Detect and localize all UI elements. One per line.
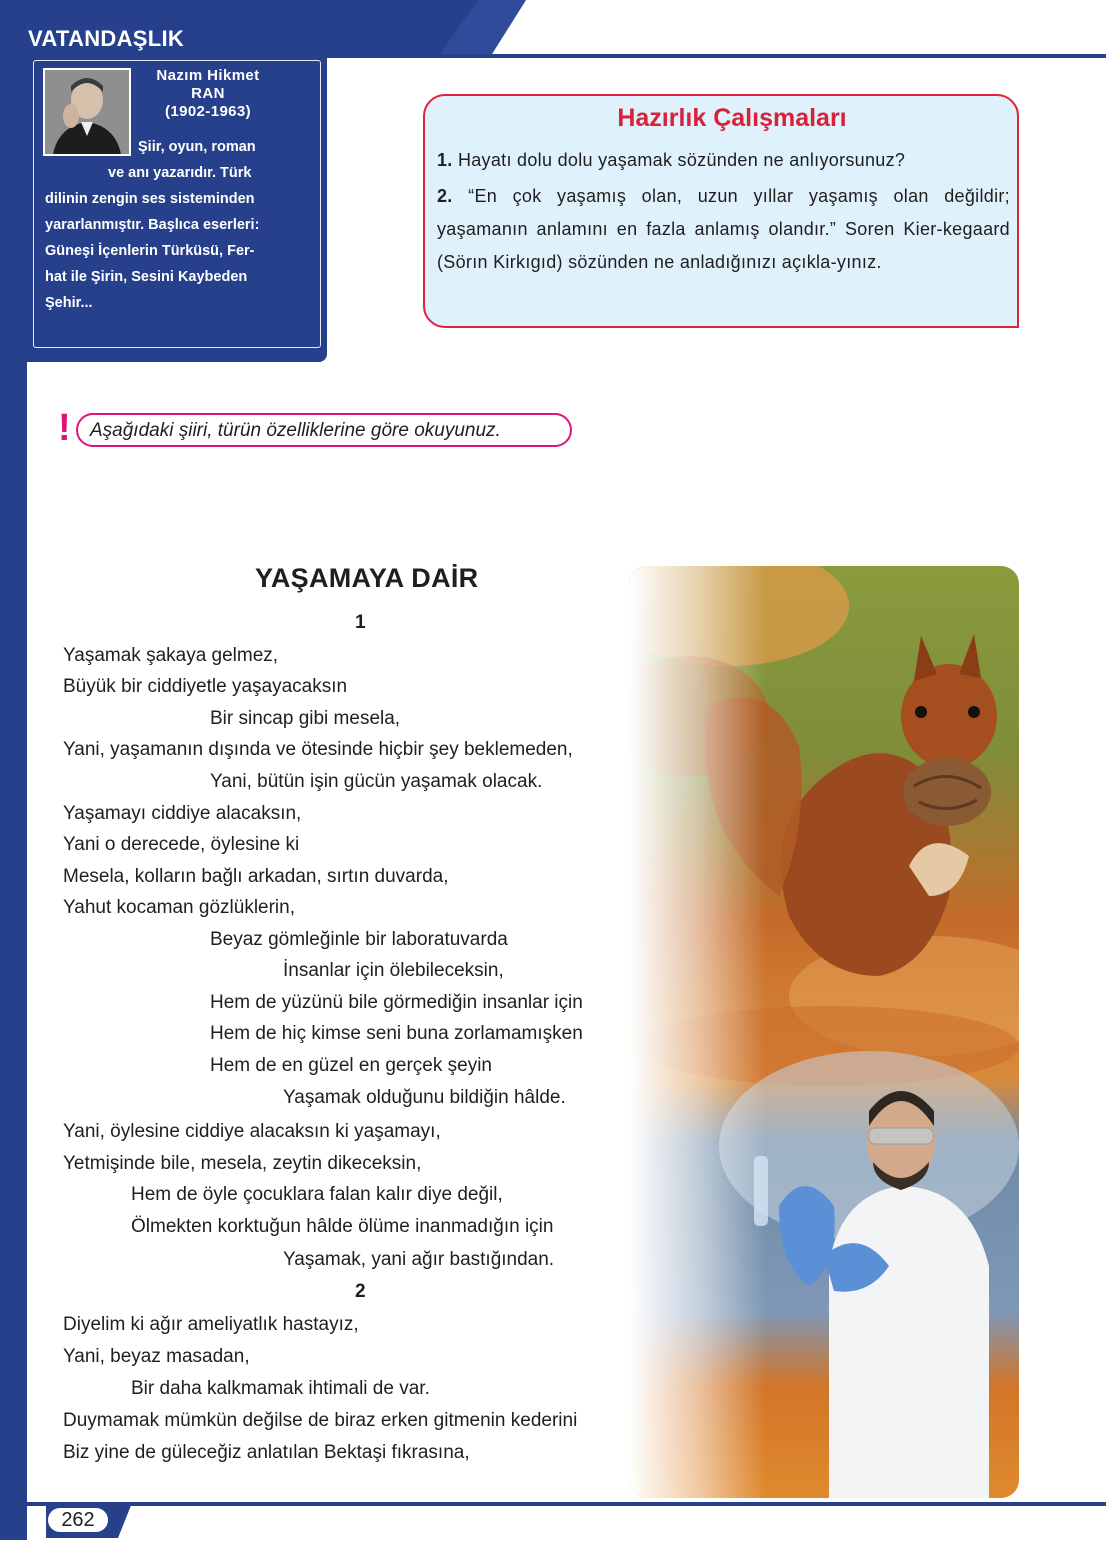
author-name-last: RAN bbox=[191, 85, 225, 102]
poem-line: Mesela, kolların bağlı arkadan, sırtın duvarda, bbox=[63, 866, 449, 887]
author-bio-line: ve anı yazarıdır. Türk bbox=[108, 165, 252, 181]
prep-question-1 bbox=[437, 144, 1010, 177]
poem-part-number: 2 bbox=[355, 1281, 366, 1302]
author-bio-line: Şehir... bbox=[45, 295, 93, 311]
author-bio bbox=[45, 134, 307, 316]
poem-line: Beyaz gömleğinle bir laboratuvarda bbox=[210, 929, 508, 950]
poem-title: YAŞAMAYA DAİR bbox=[255, 563, 479, 593]
poem-line: Yaşamak şakaya gelmez, bbox=[63, 645, 279, 666]
poem-line: Yani, beyaz masadan, bbox=[63, 1346, 250, 1367]
poem-line: Yani, bütün işin gücün yaşamak olacak. bbox=[210, 771, 543, 792]
prep-question-text: Hayatı dolu dolu yaşamak sözünden ne anlıyorsunuz? bbox=[457, 150, 906, 170]
poem-illustration bbox=[629, 566, 1019, 1498]
poem-line: Yaşamak, yani ağır bastığından. bbox=[283, 1249, 555, 1270]
poem-line: Bir sincap gibi mesela, bbox=[210, 708, 401, 729]
poem-line: Duymamak mümkün değilse de biraz erken gitmenin kederini bbox=[63, 1410, 578, 1431]
poem-line: Hem de öyle çocuklara falan kalır diye değil, bbox=[131, 1184, 503, 1205]
author-name-first: Nazım Hikmet bbox=[156, 67, 260, 84]
exclamation-icon: ! bbox=[58, 407, 71, 449]
left-margin-band bbox=[0, 40, 27, 1540]
poem-line: Diyelim ki ağır ameliyatlık hastayız, bbox=[63, 1314, 359, 1335]
poem-line: İnsanlar için ölebileceksin, bbox=[283, 960, 504, 981]
poem-line: Yetmişinde bile, mesela, zeytin dikeceksin, bbox=[63, 1153, 422, 1174]
poem-line: Yani, yaşamanın dışında ve ötesinde hiçbir şey beklemeden, bbox=[63, 739, 573, 760]
author-bio-line: hat ile Şirin, Sesini Kaybeden bbox=[45, 269, 248, 285]
poem-line: Büyük bir ciddiyetle yaşayacaksın bbox=[63, 676, 348, 697]
prep-question-number: 2. bbox=[437, 186, 453, 206]
poem-line: Hem de en güzel en gerçek şeyin bbox=[210, 1055, 492, 1076]
author-years: (1902-1963) bbox=[164, 103, 252, 120]
poem-line: Bir daha kalkmamak ihtimali de var. bbox=[131, 1378, 430, 1399]
section-title: VATANDAŞLIK bbox=[28, 26, 185, 51]
poem-line: Hem de hiç kimse seni buna zorlamamışken bbox=[210, 1023, 583, 1044]
poem-line: Yaşamak olduğunu bildiğin hâlde. bbox=[283, 1087, 566, 1108]
poem-line: Ölmekten korktuğun hâlde ölüme inanmadığın için bbox=[131, 1216, 554, 1237]
poem-line: Yahut kocaman gözlüklerin, bbox=[63, 897, 295, 918]
prep-question-2 bbox=[437, 180, 1010, 279]
instruction-text: Aşağıdaki şiiri, türün özelliklerine göre okuyunuz. bbox=[90, 420, 501, 441]
prep-title: Hazırlık Çalışmaları bbox=[617, 104, 847, 132]
poem-line: Yani, öylesine ciddiye alacaksın ki yaşamayı, bbox=[63, 1121, 441, 1142]
footer-line bbox=[27, 1502, 1106, 1506]
page-number: 262 bbox=[48, 1508, 108, 1532]
author-bio-line: dilinin zengin ses sisteminden bbox=[45, 191, 255, 207]
poem-part-number: 1 bbox=[355, 612, 366, 633]
poem-line: Biz yine de güleceğiz anlatılan Bektaşi fıkrasına, bbox=[63, 1442, 470, 1463]
poem-line: Hem de yüzünü bile görmediğin insanlar için bbox=[210, 992, 583, 1013]
prep-question-number: 1. bbox=[437, 150, 453, 170]
author-bio-line: Şiir, oyun, roman bbox=[138, 139, 256, 155]
author-name bbox=[140, 67, 276, 121]
author-bio-line: Güneşi İçenlerin Türküsü, Fer- bbox=[45, 243, 255, 259]
prep-question-text: “En çok yaşamış olan, uzun yıllar yaşamış olan değildir; yaşamanın anlamını en fazla anlamış olandır.” Soren Kier-kegaard (Sörın Kirkıgıd) sözünden ne anladığınızı açıkla-yınız. bbox=[437, 186, 1010, 272]
author-bio-line: yararlanmıştır. Başlıca eserleri: bbox=[45, 217, 260, 233]
poem-line: Yaşamayı ciddiye alacaksın, bbox=[63, 803, 302, 824]
poem-line: Yani o derecede, öylesine ki bbox=[63, 834, 300, 855]
